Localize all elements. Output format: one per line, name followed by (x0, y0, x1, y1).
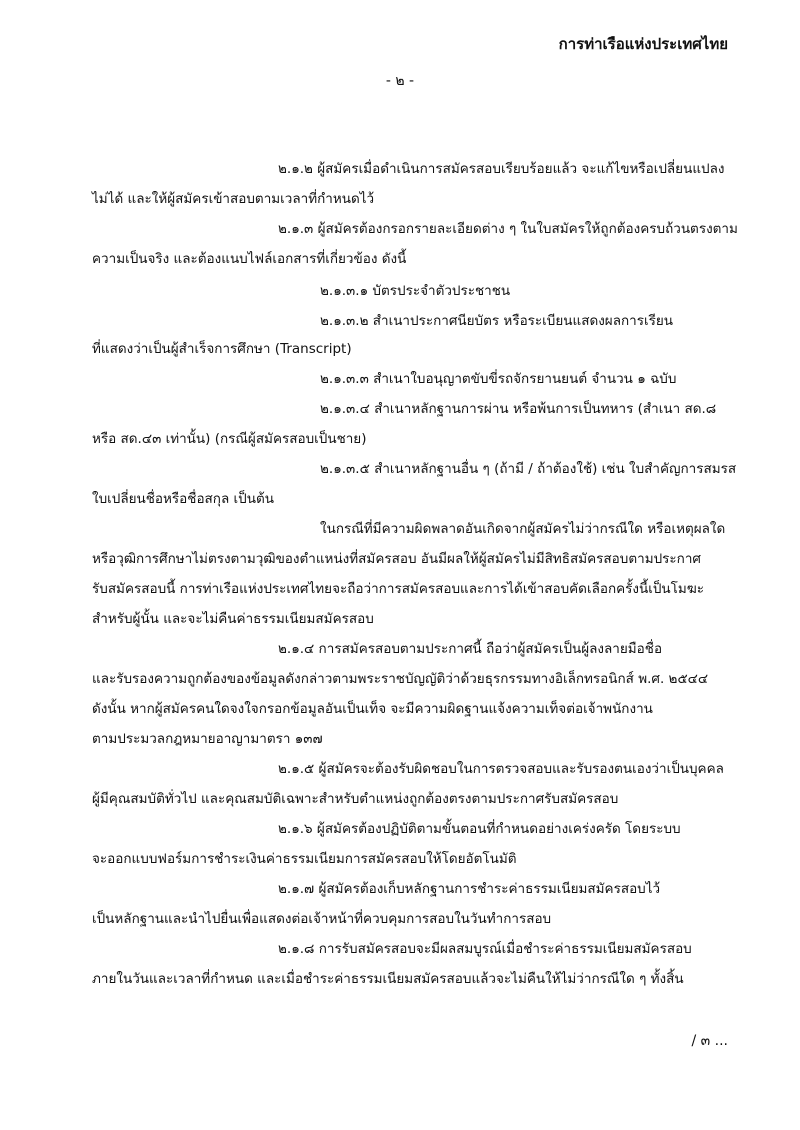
item-2-1-3-line2: ความเป็นจริง และต้องแนบไฟล์เอกสารที่เกี่ยวข้อง ดังนี้ (92, 251, 407, 267)
item-2-1-3-1: ๒.๑.๓.๑ บัตรประจำตัวประชาชน (320, 283, 511, 299)
note-line3: รับสมัครสอบนี้ การท่าเรือแห่งประเทศไทยจะถือว่าการสมัครสอบและการได้เข้าสอบคัดเลือกครั้งนี้เป็นโมฆะ (92, 581, 705, 597)
item-2-1-4-line2: และรับรองความถูกต้องของข้อมูลดังกล่าวตามพระราชบัญญัติว่าด้วยธุรกรรมทางอิเล็กทรอนิกส์ พ.ศ. ๒๕๔๔ (92, 671, 709, 687)
organization-header: การท่าเรือแห่งประเทศไทย (558, 35, 728, 53)
item-2-1-3-line1: ๒.๑.๓ ผู้สมัครต้องกรอกรายละเอียดต่าง ๆ ในใบสมัครให้ถูกต้องครบถ้วนตรงตาม (278, 221, 738, 237)
item-2-1-3-5-line1: ๒.๑.๓.๕ สำเนาหลักฐานอื่น ๆ (ถ้ามี / ถ้าต้องใช้) เช่น ใบสำคัญการสมรส (320, 461, 737, 477)
item-2-1-3-3: ๒.๑.๓.๓ สำเนาใบอนุญาตขับขี่รถจักรยานยนต์ จำนวน ๑ ฉบับ (320, 371, 677, 387)
note-line4: สำหรับผู้นั้น และจะไม่คืนค่าธรรมเนียมสมัครสอบ (92, 611, 374, 627)
item-2-1-3-5-line2: ใบเปลี่ยนชื่อหรือชื่อสกุล เป็นต้น (92, 491, 274, 507)
item-2-1-3-2-line2: ที่แสดงว่าเป็นผู้สำเร็จการศึกษา (Transcript) (92, 341, 352, 357)
item-2-1-8-line2: ภายในวันและเวลาที่กำหนด และเมื่อชำระค่าธรรมเนียมสมัครสอบแล้วจะไม่คืนให้ไม่ว่ากรณีใด ๆ ทั้งสิ้น (92, 971, 684, 987)
page-number: - ๒ - (385, 73, 415, 89)
item-2-1-4-line1: ๒.๑.๔ การสมัครสอบตามประกาศนี้ ถือว่าผู้สมัครเป็นผู้ลงลายมือชื่อ (278, 641, 663, 657)
item-2-1-6-line1: ๒.๑.๖ ผู้สมัครต้องปฏิบัติตามขั้นตอนที่กำหนดอย่างเคร่งครัด โดยระบบ (278, 821, 681, 837)
note-line2: หรือวุฒิการศึกษาไม่ตรงตามวุฒิของตำแหน่งที่สมัครสอบ อันมีผลให้ผู้สมัครไม่มีสิทธิสมัครสอบตามประกาศ (92, 551, 701, 567)
item-2-1-5-line2: ผู้มีคุณสมบัติทั่วไป และคุณสมบัติเฉพาะสำหรับตำแหน่งถูกต้องตรงตามประกาศรับสมัครสอบ (92, 791, 619, 807)
item-2-1-3-4-line1: ๒.๑.๓.๔ สำเนาหลักฐานการผ่าน หรือพ้นการเป็นทหาร (สำเนา สด.๘ (320, 401, 717, 417)
item-2-1-2-line2: ไม่ได้ และให้ผู้สมัครเข้าสอบตามเวลาที่กำหนดไว้ (92, 191, 375, 207)
continuation-marker: / ๓ ... (691, 1033, 728, 1049)
item-2-1-5-line1: ๒.๑.๕ ผู้สมัครจะต้องรับผิดชอบในการตรวจสอบและรับรองตนเองว่าเป็นบุคคล (278, 761, 724, 777)
item-2-1-4-line3: ดังนั้น หากผู้สมัครคนใดจงใจกรอกข้อมูลอันเป็นเท็จ จะมีความผิดฐานแจ้งความเท็จต่อเจ้าพนักงาน (92, 701, 653, 717)
item-2-1-6-line2: จะออกแบบฟอร์มการชำระเงินค่าธรรมเนียมการสมัครสอบให้โดยอัตโนมัติ (92, 851, 517, 867)
item-2-1-7-line2: เป็นหลักฐานและนำไปยื่นเพื่อแสดงต่อเจ้าหน้าที่ควบคุมการสอบในวันทำการสอบ (92, 911, 552, 927)
note-line1: ในกรณีที่มีความผิดพลาดอันเกิดจากผู้สมัครไม่ว่ากรณีใด หรือเหตุผลใด (320, 521, 726, 537)
item-2-1-4-line4: ตามประมวลกฎหมายอาญามาตรา ๑๓๗ (92, 731, 323, 747)
item-2-1-7-line1: ๒.๑.๗ ผู้สมัครต้องเก็บหลักฐานการชำระค่าธรรมเนียมสมัครสอบไว้ (278, 881, 661, 897)
item-2-1-2-line1: ๒.๑.๒ ผู้สมัครเมื่อดำเนินการสมัครสอบเรียบร้อยแล้ว จะแก้ไขหรือเปลี่ยนแปลง (278, 161, 725, 177)
item-2-1-3-4-line2: หรือ สด.๔๓ เท่านั้น) (กรณีผู้สมัครสอบเป็นชาย) (92, 431, 367, 447)
item-2-1-8-line1: ๒.๑.๘ การรับสมัครสอบจะมีผลสมบูรณ์เมื่อชำระค่าธรรมเนียมสมัครสอบ (278, 941, 692, 957)
item-2-1-3-2-line1: ๒.๑.๓.๒ สำเนาประกาศนียบัตร หรือระเบียนแสดงผลการเรียน (320, 313, 673, 329)
